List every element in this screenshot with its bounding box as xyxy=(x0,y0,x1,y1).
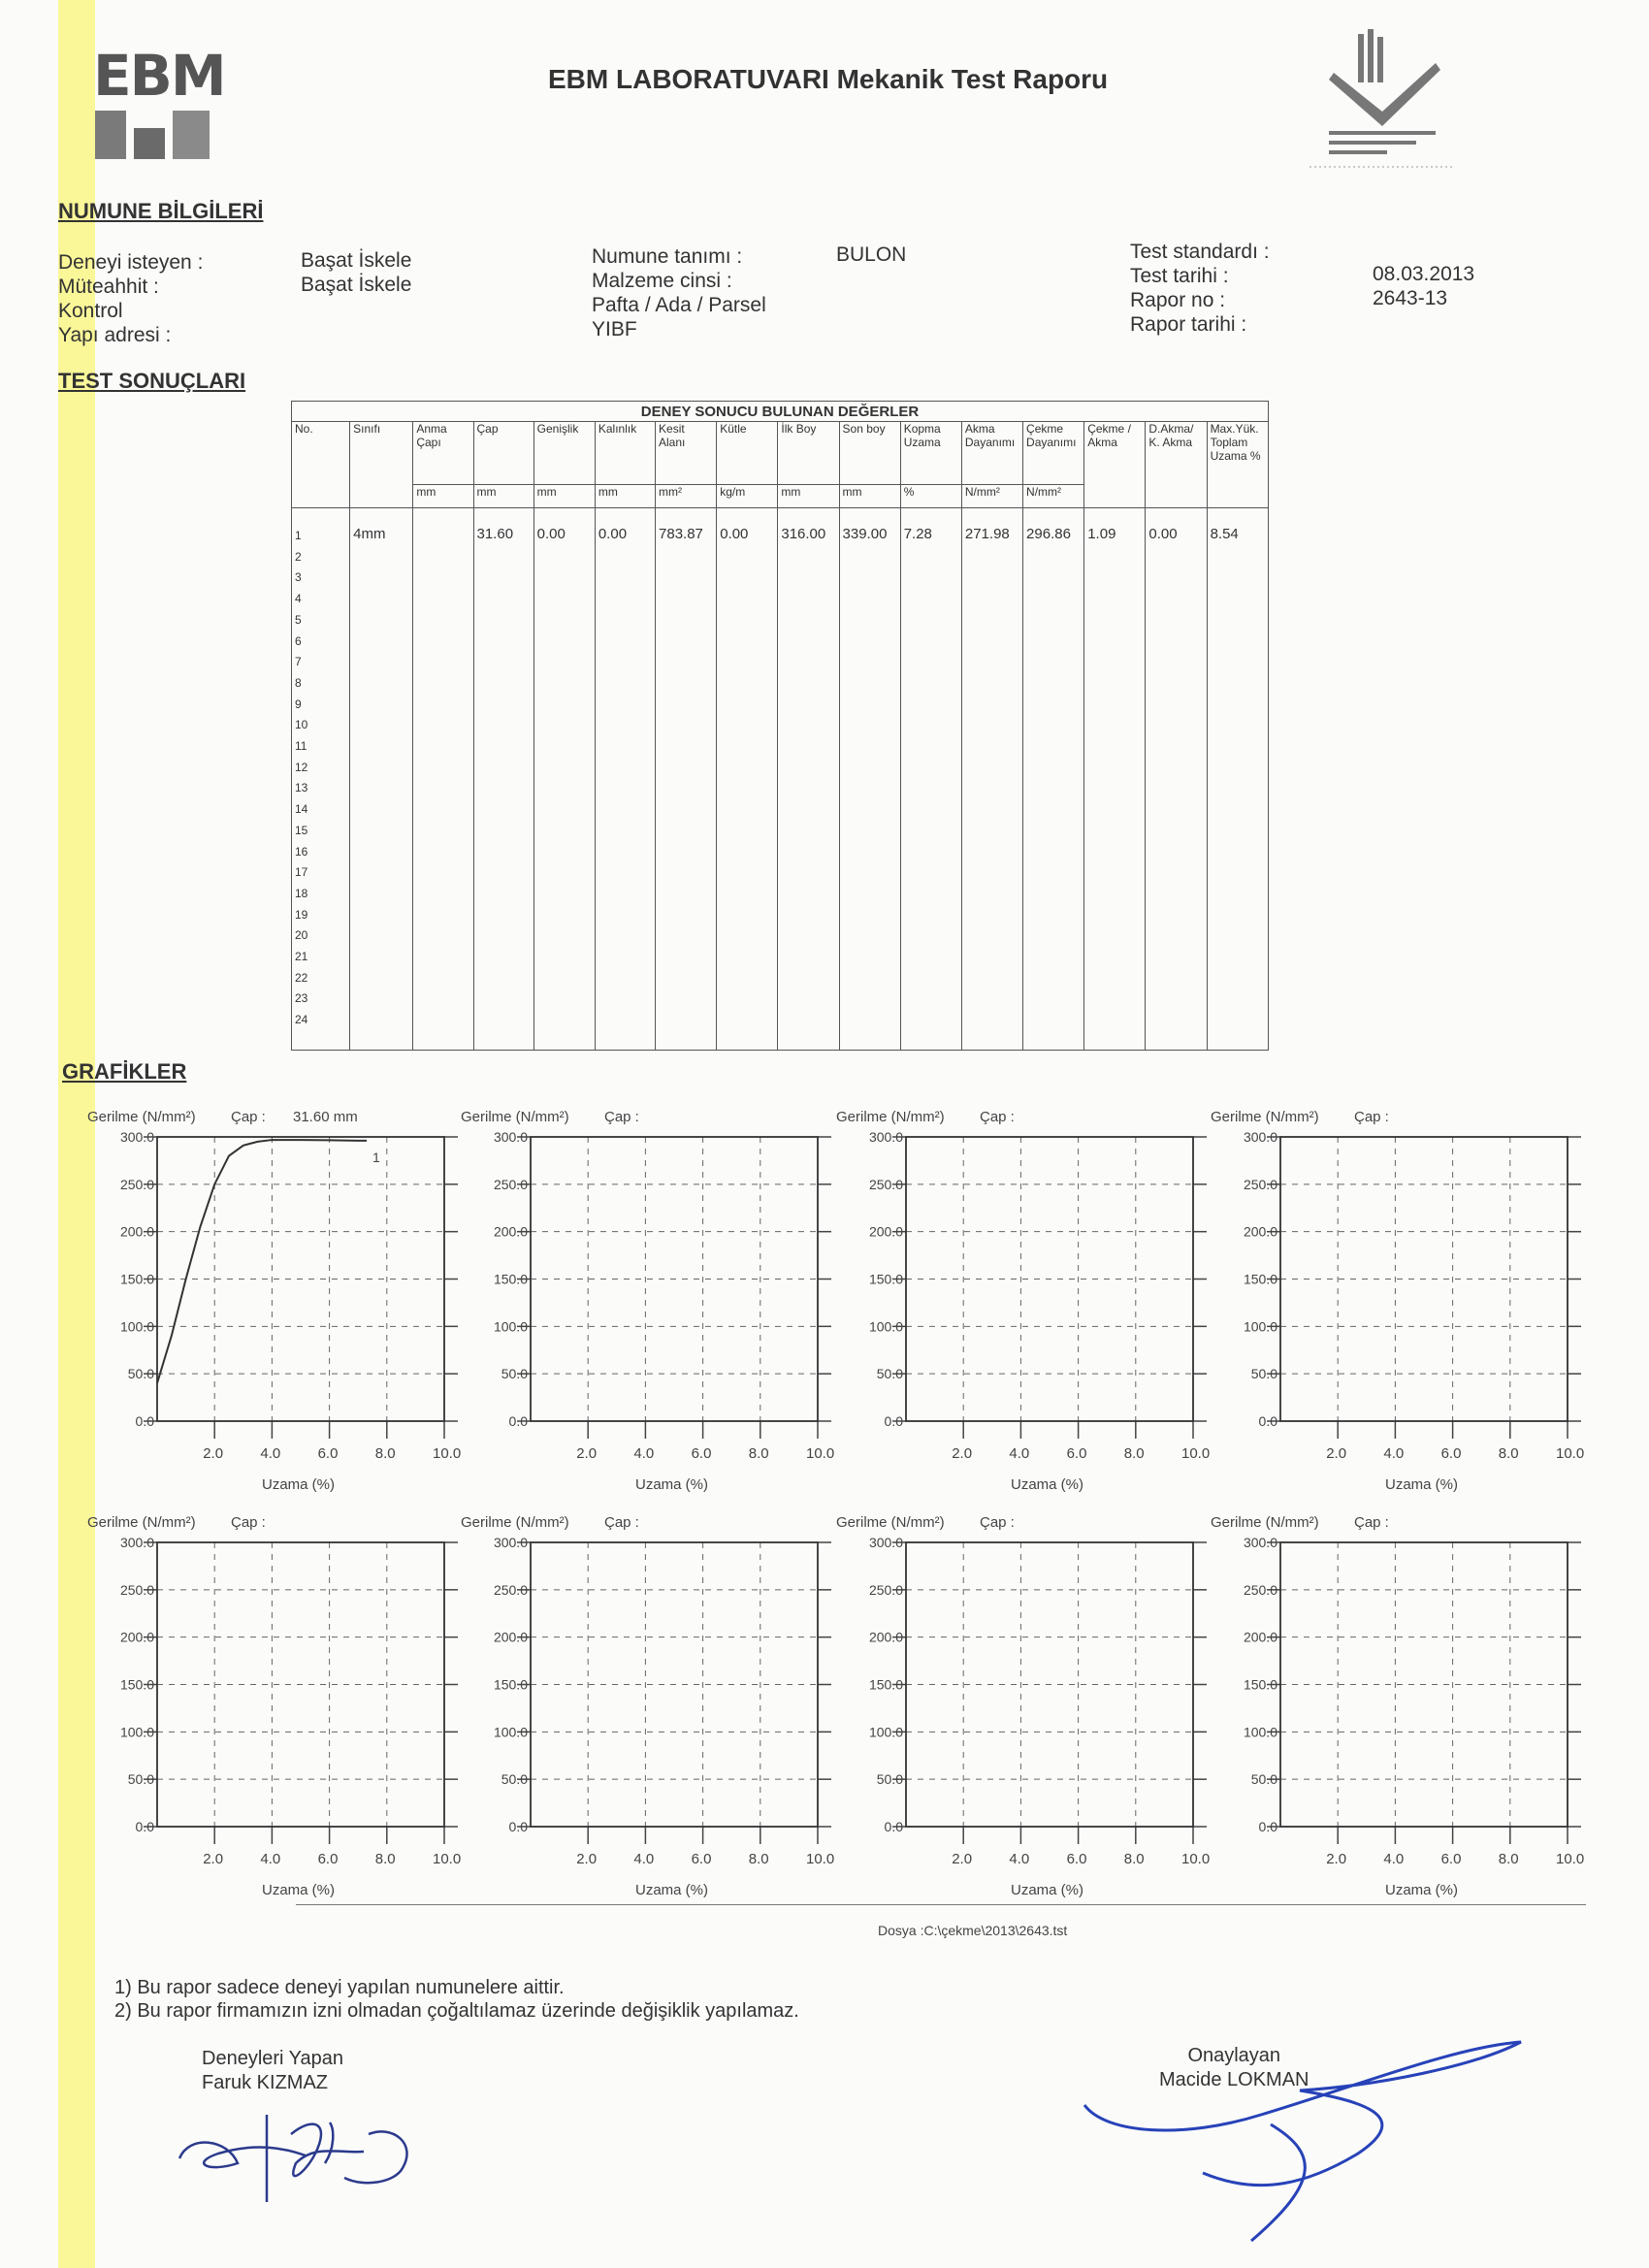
y-tick-label: 300.0 xyxy=(868,1129,903,1145)
sample-right-labels xyxy=(1130,240,1270,337)
tester-title: Deneyleri Yapan xyxy=(202,2048,344,2069)
col-header: İlk Boy xyxy=(778,422,839,485)
y-tick-label: 0.0 xyxy=(508,1413,528,1429)
y-tick-label: 300.0 xyxy=(868,1535,903,1550)
row-numbers-cell xyxy=(292,508,350,1051)
unit-header: mm² xyxy=(656,484,717,507)
y-tick-label: 200.0 xyxy=(868,1223,903,1240)
report-date-label: Rapor tarihi : xyxy=(1130,313,1247,336)
row-number: 16 xyxy=(295,844,308,859)
y-tick-label: 150.0 xyxy=(493,1676,528,1693)
y-tick-label: 50.0 xyxy=(127,1366,154,1382)
y-tick-label: 50.0 xyxy=(876,1366,903,1382)
row-number: 17 xyxy=(295,865,308,880)
tester-signature xyxy=(170,2095,441,2221)
y-tick-label: 200.0 xyxy=(1243,1629,1277,1645)
y-tick-label: 250.0 xyxy=(119,1176,154,1192)
x-tick-label: 8.0 xyxy=(1498,1445,1519,1462)
chart-ylabel: Gerilme (N/mm²) xyxy=(836,1514,945,1531)
unit-header: mm xyxy=(778,484,839,507)
col-header: Anma Çapı xyxy=(413,422,473,485)
chart-ylabel: Gerilme (N/mm²) xyxy=(87,1514,196,1531)
results-table xyxy=(291,401,1269,1051)
y-tick-label: 100.0 xyxy=(119,1724,154,1740)
row-number: 12 xyxy=(295,760,308,774)
chart-xlabel: Uzama (%) xyxy=(1385,1882,1459,1898)
x-tick-label: 4.0 xyxy=(1383,1445,1405,1462)
x-tick-label: 2.0 xyxy=(1326,1445,1347,1462)
footer-rule xyxy=(296,1904,1586,1905)
x-tick-label: 6.0 xyxy=(1440,1851,1462,1867)
x-tick-label: 2.0 xyxy=(952,1851,973,1867)
stress-strain-chart xyxy=(1211,1511,1585,1898)
y-tick-label: 200.0 xyxy=(119,1223,154,1240)
y-tick-label: 250.0 xyxy=(868,1176,903,1192)
x-tick-label: 6.0 xyxy=(1066,1445,1087,1462)
y-tick-label: 200.0 xyxy=(493,1223,528,1240)
row-number: 23 xyxy=(295,991,308,1006)
row-number: 3 xyxy=(295,570,302,585)
row-number: 14 xyxy=(295,802,308,817)
y-tick-label: 0.0 xyxy=(1258,1819,1277,1834)
y-tick-label: 0.0 xyxy=(135,1413,154,1429)
y-tick-label: 150.0 xyxy=(868,1271,903,1287)
y-tick-label: 200.0 xyxy=(119,1629,154,1645)
yield-ratio-cell: 0.00 xyxy=(1146,508,1207,1051)
chart-ylabel: Gerilme (N/mm²) xyxy=(836,1109,945,1125)
x-tick-label: 4.0 xyxy=(633,1445,655,1462)
x-tick-label: 2.0 xyxy=(203,1851,224,1867)
y-tick-label: 0.0 xyxy=(1258,1413,1277,1429)
class-cell: 4mm xyxy=(350,508,413,1051)
unit-header: kg/m xyxy=(717,484,778,507)
row-number: 2 xyxy=(295,549,302,564)
y-tick-label: 0.0 xyxy=(508,1819,528,1834)
x-tick-label: 8.0 xyxy=(1498,1851,1519,1867)
y-tick-label: 0.0 xyxy=(135,1819,154,1834)
row-number: 21 xyxy=(295,950,308,964)
x-tick-label: 4.0 xyxy=(633,1851,655,1867)
x-tick-label: 2.0 xyxy=(1326,1851,1347,1867)
x-tick-label: 6.0 xyxy=(317,1445,339,1462)
y-tick-label: 200.0 xyxy=(1243,1223,1277,1240)
tester-name: Faruk KIZMAZ xyxy=(202,2072,329,2093)
area-cell: 783.87 xyxy=(656,508,717,1051)
y-tick-label: 50.0 xyxy=(501,1771,528,1788)
file-path: Dosya :C:\çekme\2013\2643.tst xyxy=(878,1923,1068,1938)
row-number: 1 xyxy=(295,529,302,542)
chart-xlabel: Uzama (%) xyxy=(1011,1882,1084,1898)
requester-label: Deneyi isteyen : xyxy=(58,251,204,274)
stress-strain-chart xyxy=(836,1106,1211,1493)
ministry-emblem xyxy=(1300,19,1465,175)
x-tick-label: 10.0 xyxy=(1556,1851,1585,1867)
tensile-yield-ratio-cell: 1.09 xyxy=(1084,508,1146,1051)
material-label: Malzeme cinsi : xyxy=(592,270,732,292)
stress-strain-chart xyxy=(1211,1106,1585,1493)
y-tick-label: 100.0 xyxy=(119,1318,154,1335)
y-tick-label: 300.0 xyxy=(493,1535,528,1550)
row-number: 6 xyxy=(295,633,302,648)
unit-header: mm xyxy=(595,484,655,507)
x-tick-label: 4.0 xyxy=(260,1851,281,1867)
chart-cap-label: Çap : xyxy=(604,1109,639,1125)
y-tick-label: 50.0 xyxy=(1250,1366,1277,1382)
chart-xlabel: Uzama (%) xyxy=(1011,1476,1084,1493)
logo-graphic xyxy=(93,105,221,163)
y-tick-label: 50.0 xyxy=(1250,1771,1277,1788)
ebm-logo xyxy=(93,43,225,173)
chart-cap-label: Çap : xyxy=(1354,1109,1389,1125)
chart-cap-label: Çap : xyxy=(231,1514,266,1531)
sample-mid-labels xyxy=(592,244,766,341)
thickness-cell: 0.00 xyxy=(595,508,655,1051)
x-tick-label: 8.0 xyxy=(374,1445,396,1462)
col-header: Genişlik xyxy=(534,422,595,485)
requester-value: Başat İskele xyxy=(301,249,412,272)
row-number: 4 xyxy=(295,592,302,606)
col-header: Kalınlık xyxy=(595,422,655,485)
col-header: Çap xyxy=(473,422,534,485)
y-tick-label: 100.0 xyxy=(868,1724,903,1740)
row-number: 15 xyxy=(295,823,308,837)
chart-cap-value: 31.60 mm xyxy=(293,1109,358,1125)
y-tick-label: 150.0 xyxy=(493,1271,528,1287)
sample-desc-value: BULON xyxy=(836,243,907,266)
unit-header: mm xyxy=(413,484,473,507)
y-tick-label: 200.0 xyxy=(868,1629,903,1645)
y-tick-label: 50.0 xyxy=(127,1771,154,1788)
x-tick-label: 6.0 xyxy=(691,1445,712,1462)
col-header: Max.Yük. Toplam Uzama % xyxy=(1207,422,1268,508)
chart-ylabel: Gerilme (N/mm²) xyxy=(87,1109,196,1125)
approver-signature xyxy=(1067,2027,1533,2260)
stress-strain-chart xyxy=(461,1106,835,1493)
y-tick-label: 150.0 xyxy=(119,1271,154,1287)
x-tick-label: 10.0 xyxy=(1181,1445,1211,1462)
y-tick-label: 50.0 xyxy=(501,1366,528,1382)
unit-header: mm xyxy=(839,484,900,507)
note-1: 1) Bu rapor sadece deneyi yapılan numunelere aittir. xyxy=(114,1977,565,1998)
chart-cap-label: Çap : xyxy=(604,1514,639,1531)
y-tick-label: 150.0 xyxy=(868,1676,903,1693)
approver-title: Onaylayan xyxy=(1187,2045,1281,2066)
y-tick-label: 250.0 xyxy=(493,1581,528,1598)
nominal-dia-cell xyxy=(413,508,473,1051)
x-tick-label: 4.0 xyxy=(1009,1851,1030,1867)
row-number: 9 xyxy=(295,697,302,711)
y-tick-label: 250.0 xyxy=(868,1581,903,1598)
unit-header: mm xyxy=(473,484,534,507)
note-2: 2) Bu rapor firmamızın izni olmadan çoğaltılamaz üzerinde değişiklik yapılamaz. xyxy=(114,2000,799,2022)
col-header: No. xyxy=(292,422,350,508)
stress-strain-chart xyxy=(461,1511,835,1898)
x-tick-label: 8.0 xyxy=(1123,1851,1145,1867)
y-tick-label: 250.0 xyxy=(1243,1176,1277,1192)
y-tick-label: 0.0 xyxy=(884,1413,903,1429)
y-tick-label: 250.0 xyxy=(1243,1581,1277,1598)
col-header: Kesit Alanı xyxy=(656,422,717,485)
logo-text: EBM xyxy=(93,43,225,109)
x-tick-label: 4.0 xyxy=(1383,1851,1405,1867)
test-standard-label: Test standardı : xyxy=(1130,241,1270,263)
charts-heading: GRAFİKLER xyxy=(62,1059,187,1084)
x-tick-label: 4.0 xyxy=(1009,1445,1030,1462)
series-label: 1 xyxy=(372,1149,380,1165)
y-tick-label: 150.0 xyxy=(119,1676,154,1693)
x-tick-label: 10.0 xyxy=(433,1445,462,1462)
col-header: Çekme Dayanımı xyxy=(1023,422,1084,485)
y-tick-label: 100.0 xyxy=(868,1318,903,1335)
row-number: 22 xyxy=(295,970,308,985)
x-tick-label: 8.0 xyxy=(1123,1445,1145,1462)
chart-cap-label: Çap : xyxy=(980,1109,1015,1125)
x-tick-label: 2.0 xyxy=(576,1445,598,1462)
sample-info-heading: NUMUNE BİLGİLERİ xyxy=(58,199,264,223)
stress-strain-chart xyxy=(87,1511,462,1898)
chart-ylabel: Gerilme (N/mm²) xyxy=(1211,1514,1319,1531)
x-tick-label: 10.0 xyxy=(433,1851,462,1867)
table-caption: DENEY SONUCU BULUNAN DEĞERLER xyxy=(292,402,1269,422)
unit-header: N/mm² xyxy=(961,484,1022,507)
total-elongation-cell: 8.54 xyxy=(1207,508,1268,1051)
report-title: EBM LABORATUVARI Mekanik Test Raporu xyxy=(548,64,1109,94)
col-header: Son boy xyxy=(839,422,900,485)
test-results-heading: TEST SONUÇLARI xyxy=(58,369,246,393)
mass-cell: 0.00 xyxy=(717,508,778,1051)
col-header: Sınıfı xyxy=(350,422,413,508)
report-no-value: 2643-13 xyxy=(1373,287,1448,309)
chart-xlabel: Uzama (%) xyxy=(262,1882,336,1898)
stress-strain-chart xyxy=(87,1106,462,1493)
diameter-cell: 31.60 xyxy=(473,508,534,1051)
y-tick-label: 100.0 xyxy=(1243,1318,1277,1335)
y-tick-label: 100.0 xyxy=(493,1318,528,1335)
test-date-label: Test tarihi : xyxy=(1130,265,1229,287)
row-number: 8 xyxy=(295,675,302,690)
chart-xlabel: Uzama (%) xyxy=(262,1476,336,1493)
parcel-label: Pafta / Ada / Parsel xyxy=(592,294,766,316)
contractor-label: Müteahhit : xyxy=(58,275,159,298)
x-tick-label: 8.0 xyxy=(374,1851,396,1867)
elongation-cell: 7.28 xyxy=(900,508,961,1051)
control-label: Kontrol xyxy=(58,300,123,322)
final-length-cell: 339.00 xyxy=(839,508,900,1051)
y-tick-label: 300.0 xyxy=(1243,1535,1277,1550)
sample-right-values xyxy=(1373,262,1474,310)
y-tick-label: 0.0 xyxy=(884,1819,903,1834)
approver-name: Macide LOKMAN xyxy=(1159,2069,1310,2090)
col-header: Kütle xyxy=(717,422,778,485)
chart-xlabel: Uzama (%) xyxy=(1385,1476,1459,1493)
x-tick-label: 10.0 xyxy=(806,1851,835,1867)
row-number: 5 xyxy=(295,612,302,627)
y-tick-label: 100.0 xyxy=(493,1724,528,1740)
chart-ylabel: Gerilme (N/mm²) xyxy=(461,1109,569,1125)
data-series-line xyxy=(157,1140,367,1383)
chart-cap-label: Çap : xyxy=(980,1514,1015,1531)
chart-xlabel: Uzama (%) xyxy=(635,1476,709,1493)
row-number: 13 xyxy=(295,781,308,795)
test-date-value: 08.03.2013 xyxy=(1373,263,1475,285)
row-number: 20 xyxy=(295,928,308,943)
x-tick-label: 8.0 xyxy=(748,1851,769,1867)
col-header: Akma Dayanımı xyxy=(961,422,1022,485)
x-tick-label: 2.0 xyxy=(576,1851,598,1867)
x-tick-label: 6.0 xyxy=(317,1851,339,1867)
chart-ylabel: Gerilme (N/mm²) xyxy=(461,1514,569,1531)
chart-cap-label: Çap : xyxy=(231,1109,266,1125)
y-tick-label: 300.0 xyxy=(119,1535,154,1550)
x-tick-label: 8.0 xyxy=(748,1445,769,1462)
row-number: 10 xyxy=(295,718,308,732)
row-number: 24 xyxy=(295,1013,308,1027)
contractor-value: Başat İskele xyxy=(301,274,412,296)
x-tick-label: 4.0 xyxy=(260,1445,281,1462)
chart-ylabel: Gerilme (N/mm²) xyxy=(1211,1109,1319,1125)
y-tick-label: 300.0 xyxy=(119,1129,154,1145)
x-tick-label: 10.0 xyxy=(1181,1851,1211,1867)
x-tick-label: 10.0 xyxy=(806,1445,835,1462)
address-label: Yapı adresi : xyxy=(58,324,172,346)
col-header: D.Akma/ K. Akma xyxy=(1146,422,1207,508)
tester-block xyxy=(202,2047,343,2095)
chart-xlabel: Uzama (%) xyxy=(635,1882,709,1898)
x-tick-label: 2.0 xyxy=(203,1445,224,1462)
x-tick-label: 6.0 xyxy=(1440,1445,1462,1462)
unit-header: mm xyxy=(534,484,595,507)
yibf-label: YIBF xyxy=(592,318,637,340)
yield-strength-cell: 271.98 xyxy=(961,508,1022,1051)
x-tick-label: 10.0 xyxy=(1556,1445,1585,1462)
y-tick-label: 300.0 xyxy=(493,1129,528,1145)
y-tick-label: 250.0 xyxy=(119,1581,154,1598)
y-tick-label: 150.0 xyxy=(1243,1271,1277,1287)
y-tick-label: 250.0 xyxy=(493,1176,528,1192)
report-no-label: Rapor no : xyxy=(1130,289,1226,311)
y-tick-label: 150.0 xyxy=(1243,1676,1277,1693)
row-number: 11 xyxy=(295,739,307,754)
row-number: 18 xyxy=(295,886,308,900)
x-tick-label: 6.0 xyxy=(691,1851,712,1867)
row-number: 7 xyxy=(295,655,302,669)
col-header: Çekme / Akma xyxy=(1084,422,1146,508)
tensile-strength-cell: 296.86 xyxy=(1023,508,1084,1051)
initial-length-cell: 316.00 xyxy=(778,508,839,1051)
sample-left-values xyxy=(301,248,411,297)
x-tick-label: 2.0 xyxy=(952,1445,973,1462)
col-header: Kopma Uzama xyxy=(900,422,961,485)
y-tick-label: 50.0 xyxy=(876,1771,903,1788)
chart-cap-label: Çap : xyxy=(1354,1514,1389,1531)
x-tick-label: 6.0 xyxy=(1066,1851,1087,1867)
y-tick-label: 200.0 xyxy=(493,1629,528,1645)
y-tick-label: 100.0 xyxy=(1243,1724,1277,1740)
row-number: 19 xyxy=(295,907,308,922)
unit-header: N/mm² xyxy=(1023,484,1084,507)
y-tick-label: 300.0 xyxy=(1243,1129,1277,1145)
stress-strain-chart xyxy=(836,1511,1211,1898)
width-cell: 0.00 xyxy=(534,508,595,1051)
unit-header: % xyxy=(900,484,961,507)
sample-left-labels xyxy=(58,250,203,347)
sample-desc-label: Numune tanımı : xyxy=(592,245,743,268)
